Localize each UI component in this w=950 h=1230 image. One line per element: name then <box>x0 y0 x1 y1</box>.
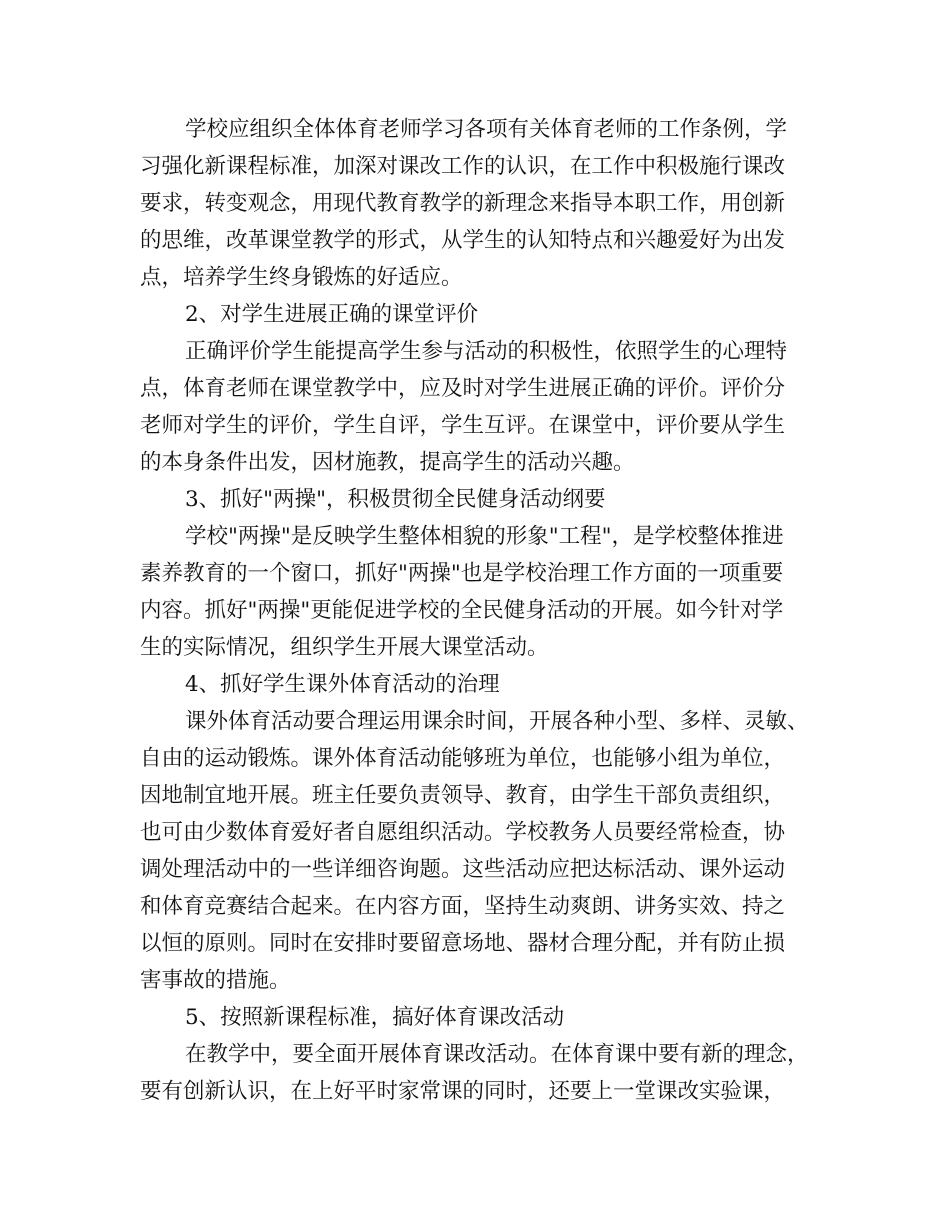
section-heading: 2、对学生进展正确的课堂评价 <box>185 302 479 327</box>
text-line: 正确评价学生能提高学生参与活动的积极性，依照学生的心理特 <box>185 339 788 364</box>
text-line: 以恒的原则。同时在安排时要留意场地、器材合理分配，并有防止损 <box>140 931 786 956</box>
text-line: 在教学中，要全面开展体育课改活动。在体育课中要有新的理念， <box>185 1042 809 1067</box>
text-line: 课外体育活动要合理运用课余时间，开展各种小型、多样、灵敏、 <box>185 709 809 734</box>
text-line: 也可由少数体育爱好者自愿组织活动。学校教务人员要经常检查，协 <box>140 820 786 845</box>
text-line: 点，培养学生终身锻炼的好适应。 <box>140 265 463 290</box>
text-line: 学校应组织全体体育老师学习各项有关体育老师的工作条例，学 <box>185 117 788 142</box>
text-line: 的思维，改革课堂教学的形式，从学生的认知特点和兴趣爱好为出发 <box>140 228 786 253</box>
section-heading: 3、抓好"两操"，积极贯彻全民健身活动纲要 <box>185 487 606 512</box>
section-heading: 4、抓好学生课外体育活动的治理 <box>185 672 500 697</box>
text-line: 生的实际情况，组织学生开展大课堂活动。 <box>140 635 549 660</box>
text-line: 内容。抓好"两操"更能促进学校的全民健身活动的开展。如今针对学 <box>140 598 784 623</box>
text-line: 自由的运动锻炼。课外体育活动能够班为单位，也能够小组为单位， <box>140 746 786 771</box>
text-line: 学校"两操"是反映学生整体相貌的形象"工程"，是学校整体推进 <box>185 524 784 549</box>
text-line: 的本身条件出发，因材施教，提高学生的活动兴趣。 <box>140 450 635 475</box>
section-heading: 5、按照新课程标准，搞好体育课改活动 <box>185 1005 565 1030</box>
text-line: 点，体育老师在课堂教学中，应及时对学生进展正确的评价。评价分 <box>140 376 786 401</box>
text-line: 素养教育的一个窗口，抓好"两操"也是学校治理工作方面的一项重要 <box>140 561 784 586</box>
text-line: 老师对学生的评价，学生自评，学生互评。在课堂中，评价要从学生 <box>140 413 786 438</box>
text-line: 调处理活动中的一些详细咨询题。这些活动应把达标活动、课外运动 <box>140 857 786 882</box>
text-line: 要求，转变观念，用现代教育教学的新理念来指导本职工作，用创新 <box>140 191 786 216</box>
text-line: 要有创新认识，在上好平时家常课的同时，还要上一堂课改实验课， <box>140 1079 786 1104</box>
text-line: 害事故的措施。 <box>140 968 291 993</box>
text-line: 因地制宜地开展。班主任要负责领导、教育，由学生干部负责组织， <box>140 783 786 808</box>
text-line: 和体育竞赛结合起来。在内容方面，坚持生动爽朗、讲务实效、持之 <box>140 894 786 919</box>
text-line: 习强化新课程标准，加深对课改工作的认识，在工作中积极施行课改 <box>140 154 786 179</box>
